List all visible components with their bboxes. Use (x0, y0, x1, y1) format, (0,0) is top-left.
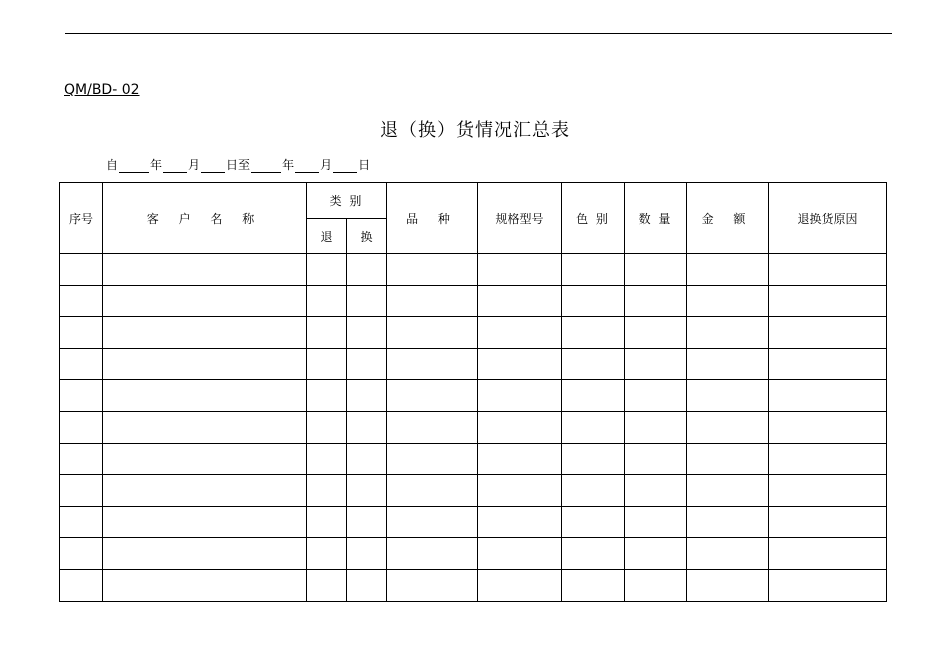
col-header-return: 退 (307, 219, 347, 254)
cell-customer[interactable] (103, 380, 307, 412)
cell-return[interactable] (307, 285, 347, 317)
header-row-top (60, 183, 887, 219)
cell-return[interactable] (307, 506, 347, 538)
cell-amount[interactable] (687, 285, 769, 317)
cell-reason[interactable] (769, 348, 887, 380)
cell-seq[interactable] (60, 411, 103, 443)
cell-color[interactable] (562, 411, 625, 443)
cell-customer[interactable] (103, 285, 307, 317)
cell-exchange[interactable] (347, 285, 387, 317)
cell-seq[interactable] (60, 380, 103, 412)
col-header-color: 色 别 (562, 183, 625, 254)
cell-return[interactable] (307, 411, 347, 443)
cell-variety[interactable] (387, 443, 478, 475)
cell-variety[interactable] (387, 506, 478, 538)
cell-variety[interactable] (387, 285, 478, 317)
cell-color[interactable] (562, 254, 625, 286)
cell-return[interactable] (307, 317, 347, 349)
cell-amount[interactable] (687, 475, 769, 507)
cell-quantity[interactable] (625, 254, 687, 286)
cell-spec[interactable] (478, 380, 562, 412)
cell-exchange[interactable] (347, 380, 387, 412)
cell-spec[interactable] (478, 254, 562, 286)
cell-spec[interactable] (478, 348, 562, 380)
cell-quantity[interactable] (625, 538, 687, 570)
cell-customer[interactable] (103, 506, 307, 538)
cell-variety[interactable] (387, 317, 478, 349)
cell-exchange[interactable] (347, 443, 387, 475)
end-day-label: 日 (358, 158, 371, 172)
cell-quantity[interactable] (625, 443, 687, 475)
cell-color[interactable] (562, 443, 625, 475)
cell-amount[interactable] (687, 380, 769, 412)
cell-seq[interactable] (60, 254, 103, 286)
day-to-label: 日至 (226, 158, 251, 172)
date-range-line (106, 156, 370, 173)
cell-spec[interactable] (478, 285, 562, 317)
cell-reason[interactable] (769, 538, 887, 570)
end-day-blank[interactable] (333, 160, 357, 173)
cell-seq[interactable] (60, 317, 103, 349)
cell-quantity[interactable] (625, 285, 687, 317)
document-title: 退（换）货情况汇总表 (380, 120, 570, 141)
cell-amount[interactable] (687, 411, 769, 443)
table-row (60, 538, 887, 570)
cell-reason[interactable] (769, 411, 887, 443)
cell-amount[interactable] (687, 443, 769, 475)
cell-quantity[interactable] (625, 380, 687, 412)
cell-seq[interactable] (60, 506, 103, 538)
cell-variety[interactable] (387, 411, 478, 443)
col-header-seq: 序号 (60, 183, 103, 254)
cell-reason[interactable] (769, 380, 887, 412)
col-header-reason: 退换货原因 (769, 183, 887, 254)
table-row (60, 348, 887, 380)
cell-return[interactable] (307, 443, 347, 475)
cell-spec[interactable] (478, 411, 562, 443)
cell-reason[interactable] (769, 317, 887, 349)
end-year-label: 年 (282, 158, 295, 172)
cell-amount[interactable] (687, 317, 769, 349)
cell-quantity[interactable] (625, 475, 687, 507)
cell-color[interactable] (562, 380, 625, 412)
cell-customer[interactable] (103, 348, 307, 380)
cell-color[interactable] (562, 348, 625, 380)
cell-variety[interactable] (387, 348, 478, 380)
cell-variety[interactable] (387, 538, 478, 570)
cell-spec[interactable] (478, 538, 562, 570)
cell-variety[interactable] (387, 380, 478, 412)
table-row (60, 569, 887, 601)
cell-customer[interactable] (103, 317, 307, 349)
cell-exchange[interactable] (347, 569, 387, 601)
table-row (60, 411, 887, 443)
col-header-quantity: 数 量 (625, 183, 687, 254)
cell-customer[interactable] (103, 254, 307, 286)
cell-variety[interactable] (387, 254, 478, 286)
col-header-spec: 规格型号 (478, 183, 562, 254)
cell-return[interactable] (307, 538, 347, 570)
cell-quantity[interactable] (625, 506, 687, 538)
cell-return[interactable] (307, 254, 347, 286)
cell-color[interactable] (562, 285, 625, 317)
cell-customer[interactable] (103, 569, 307, 601)
cell-customer[interactable] (103, 475, 307, 507)
cell-spec[interactable] (478, 443, 562, 475)
end-month-label: 月 (320, 158, 333, 172)
cell-reason[interactable] (769, 475, 887, 507)
cell-spec[interactable] (478, 506, 562, 538)
col-header-customer: 客 户 名 称 (103, 183, 307, 254)
cell-spec[interactable] (478, 475, 562, 507)
end-month-blank[interactable] (295, 160, 319, 173)
cell-seq[interactable] (60, 285, 103, 317)
cell-color[interactable] (562, 569, 625, 601)
table-row (60, 317, 887, 349)
date-from-label: 自 (106, 158, 119, 172)
cell-color[interactable] (562, 475, 625, 507)
cell-exchange[interactable] (347, 475, 387, 507)
start-year-blank[interactable] (119, 160, 149, 173)
cell-seq[interactable] (60, 443, 103, 475)
cell-seq[interactable] (60, 348, 103, 380)
cell-exchange[interactable] (347, 348, 387, 380)
cell-exchange[interactable] (347, 538, 387, 570)
cell-amount[interactable] (687, 569, 769, 601)
cell-return[interactable] (307, 569, 347, 601)
cell-amount[interactable] (687, 348, 769, 380)
col-header-exchange: 换 (347, 219, 387, 254)
cell-return[interactable] (307, 348, 347, 380)
cell-seq[interactable] (60, 538, 103, 570)
cell-color[interactable] (562, 317, 625, 349)
col-header-variety: 品 种 (387, 183, 478, 254)
cell-customer[interactable] (103, 538, 307, 570)
return-exchange-summary-table (59, 182, 887, 602)
table-row (60, 443, 887, 475)
cell-quantity[interactable] (625, 411, 687, 443)
table-row (60, 475, 887, 507)
cell-exchange[interactable] (347, 317, 387, 349)
cell-amount[interactable] (687, 506, 769, 538)
cell-seq[interactable] (60, 475, 103, 507)
col-header-amount: 金 额 (687, 183, 769, 254)
cell-customer[interactable] (103, 443, 307, 475)
cell-exchange[interactable] (347, 254, 387, 286)
cell-reason[interactable] (769, 569, 887, 601)
cell-quantity[interactable] (625, 348, 687, 380)
cell-spec[interactable] (478, 317, 562, 349)
cell-amount[interactable] (687, 538, 769, 570)
cell-seq[interactable] (60, 569, 103, 601)
cell-quantity[interactable] (625, 569, 687, 601)
cell-color[interactable] (562, 506, 625, 538)
cell-reason[interactable] (769, 506, 887, 538)
cell-exchange[interactable] (347, 411, 387, 443)
start-month-label: 月 (188, 158, 201, 172)
col-header-category: 类 别 (307, 183, 387, 219)
cell-reason[interactable] (769, 285, 887, 317)
cell-reason[interactable] (769, 443, 887, 475)
start-year-label: 年 (150, 158, 163, 172)
form-code: QM/BD- 02 (64, 82, 140, 98)
start-month-blank[interactable] (163, 160, 187, 173)
cell-spec[interactable] (478, 569, 562, 601)
table-row (60, 285, 887, 317)
cell-quantity[interactable] (625, 317, 687, 349)
table-row (60, 254, 887, 286)
cell-variety[interactable] (387, 475, 478, 507)
cell-return[interactable] (307, 380, 347, 412)
end-year-blank[interactable] (251, 160, 281, 173)
cell-variety[interactable] (387, 569, 478, 601)
cell-exchange[interactable] (347, 506, 387, 538)
top-rule (65, 33, 892, 34)
table-row (60, 506, 887, 538)
cell-customer[interactable] (103, 411, 307, 443)
cell-color[interactable] (562, 538, 625, 570)
cell-amount[interactable] (687, 254, 769, 286)
start-day-blank[interactable] (201, 160, 225, 173)
cell-return[interactable] (307, 475, 347, 507)
cell-reason[interactable] (769, 254, 887, 286)
table-row (60, 380, 887, 412)
